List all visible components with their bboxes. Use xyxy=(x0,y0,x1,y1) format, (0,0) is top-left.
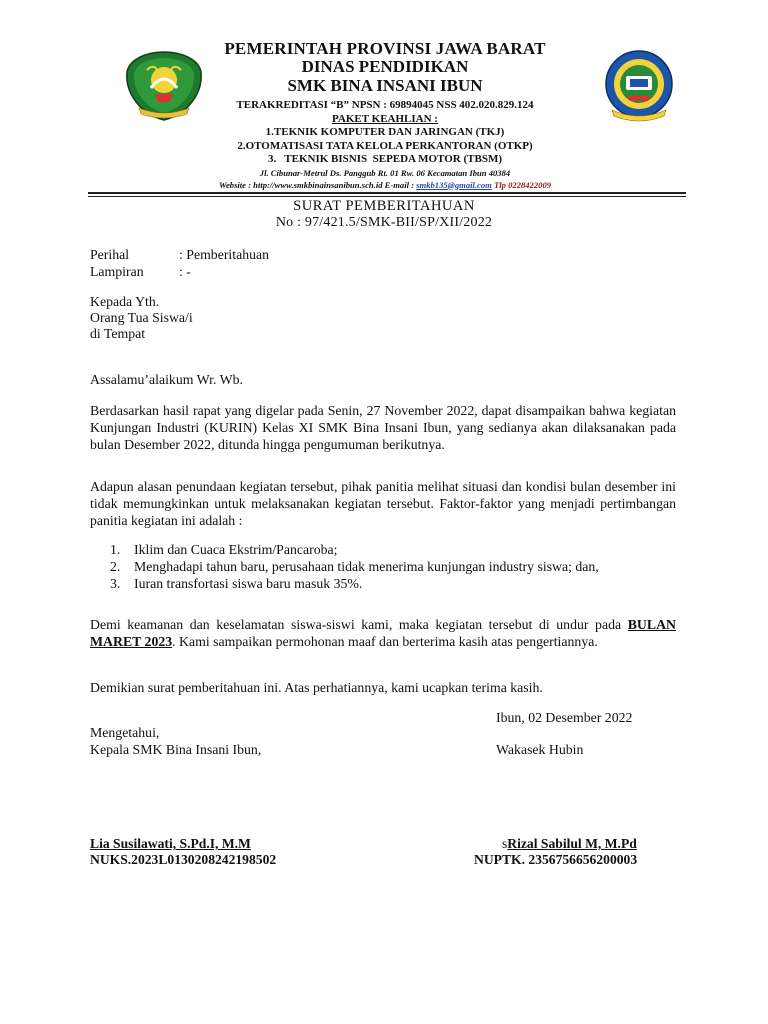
lampiran-value: : - xyxy=(179,264,191,279)
list-item-text: Menghadapi tahun baru, perusahaan tidak menerima kunjungan industry siswa; dan, xyxy=(134,559,599,574)
closing-sentence: Demikian surat pemberitahuan ini. Atas perhatiannya, kami ucapkan terima kasih. xyxy=(90,680,543,695)
right-signatory-title: Wakasek Hubin xyxy=(496,742,584,757)
letterhead-address: Jl. Cibunar-Metrul Ds. Panggub Rt. 01 Rw. 06 Kecamatan Ibun 40384 xyxy=(259,167,511,178)
perihal-row xyxy=(90,247,269,263)
recipient-line-3: di Tempat xyxy=(90,326,146,341)
letterhead-accreditation: TERAKREDITASI “B” NPSN : 69894045 NSS 402.020.829.124 xyxy=(236,99,534,111)
lampiran-row xyxy=(90,264,191,280)
left-signatory-id: NUKS.2023L0130208242198502 xyxy=(90,852,277,867)
right-signatory-name: Rizal Sabilul M, M.Pd xyxy=(507,836,637,851)
letterhead-contact xyxy=(120,179,650,191)
perihal-label: Perihal xyxy=(90,247,130,262)
letterhead-school-name: SMK BINA INSANI IBUN xyxy=(287,76,483,95)
letterhead-line-department: DINAS PENDIDIKAN xyxy=(301,57,469,76)
greeting: Assalamu’alaikum Wr. Wb. xyxy=(90,372,243,387)
letterhead-program-2: 2.OTOMATISASI TATA KELOLA PERKANTORAN (OTKP) xyxy=(237,139,533,152)
list-item-number: 3. xyxy=(110,576,121,591)
letterhead-divider-thick xyxy=(88,192,686,194)
letter-heading: SURAT PEMBERITAHUAN xyxy=(293,198,475,214)
right-signatory-id: NUPTK. 2356756656200003 xyxy=(474,852,638,867)
letter-number: No : 97/421.5/SMK-BII/SP/XII/2022 xyxy=(275,215,493,230)
letter-title xyxy=(0,198,768,231)
list-item xyxy=(110,575,676,592)
paragraph-reasons-intro: Adapun alasan penundaan kegiatan tersebut, pihak panitia melihat situasi dan kondisi bulan desember ini tidak memungkinkan untuk melaksanakan kegiatan tersebut. Faktor-faktor yang menjadi pertimbangan panitia kegiatan ini adalah : xyxy=(90,479,676,528)
left-signatory-name: Lia Susilawati, S.Pd.I, M.M xyxy=(90,836,251,851)
letterhead-email-link[interactable]: smkb135@gmail.com xyxy=(416,179,492,190)
paragraph-decision: Berdasarkan hasil rapat yang digelar pada Senin, 27 November 2022, dapat disampaikan bahwa kegiatan Kunjungan Industri (KURIN) Kelas XI SMK Bina Insani Ibun, yang sedianya akan dilaksanakan pada bulan Desember 2022, ditunda hingga pengumuman berikutnya. xyxy=(90,403,676,452)
letterhead-paket-label: PAKET KEAHLIAN : xyxy=(332,113,438,125)
letterhead-phone: Tlp 0228422009 xyxy=(491,179,552,190)
postponement-new-date: BULAN MARET 2023 xyxy=(90,617,676,649)
recipient-line-2: Orang Tua Siswa/i xyxy=(90,310,193,325)
left-signatory-title: Kepala SMK Bina Insani Ibun, xyxy=(90,742,262,757)
right-signatory-name-row xyxy=(502,836,637,852)
list-item xyxy=(110,541,676,558)
recipient-line-1: Kepada Yth. xyxy=(90,294,160,309)
list-item-number: 1. xyxy=(110,542,121,557)
letterhead xyxy=(120,40,650,191)
letterhead-program-1: 1.TEKNIK KOMPUTER DAN JARINGAN (TKJ) xyxy=(265,126,505,138)
perihal-value: : Pemberitahuan xyxy=(179,247,270,262)
list-item-text: Iuran transfortasi siswa baru masuk 35%. xyxy=(134,576,363,591)
postponement-text-before: Demi keamanan dan keselamatan siswa-siswi kami, maka kegiatan tersebut di undur pada xyxy=(90,617,628,632)
mengetahui-label: Mengetahui, xyxy=(90,725,160,740)
list-item xyxy=(110,558,676,575)
letterhead-line-government: PEMERINTAH PROVINSI JAWA BARAT xyxy=(224,39,546,58)
lampiran-label: Lampiran xyxy=(90,264,144,279)
letterhead-divider-thin xyxy=(88,196,686,197)
list-item-number: 2. xyxy=(110,559,121,574)
paragraph-postponement xyxy=(90,616,676,650)
letterhead-website: Website : http://www.smkbinainsanibun.sch.id E-mail : xyxy=(218,179,417,190)
right-signatory-prefix: s xyxy=(502,836,508,851)
reasons-list xyxy=(110,541,676,592)
postponement-text-after: . Kami sampaikan permohonan maaf dan berterima kasih atas pengertiannya. xyxy=(172,634,598,649)
list-item-text: Iklim dan Cuaca Ekstrim/Pancaroba; xyxy=(134,542,338,557)
letterhead-program-3: 3. TEKNIK BISNIS SEPEDA MOTOR (TBSM) xyxy=(267,153,502,165)
place-date: Ibun, 02 Desember 2022 xyxy=(496,710,633,725)
